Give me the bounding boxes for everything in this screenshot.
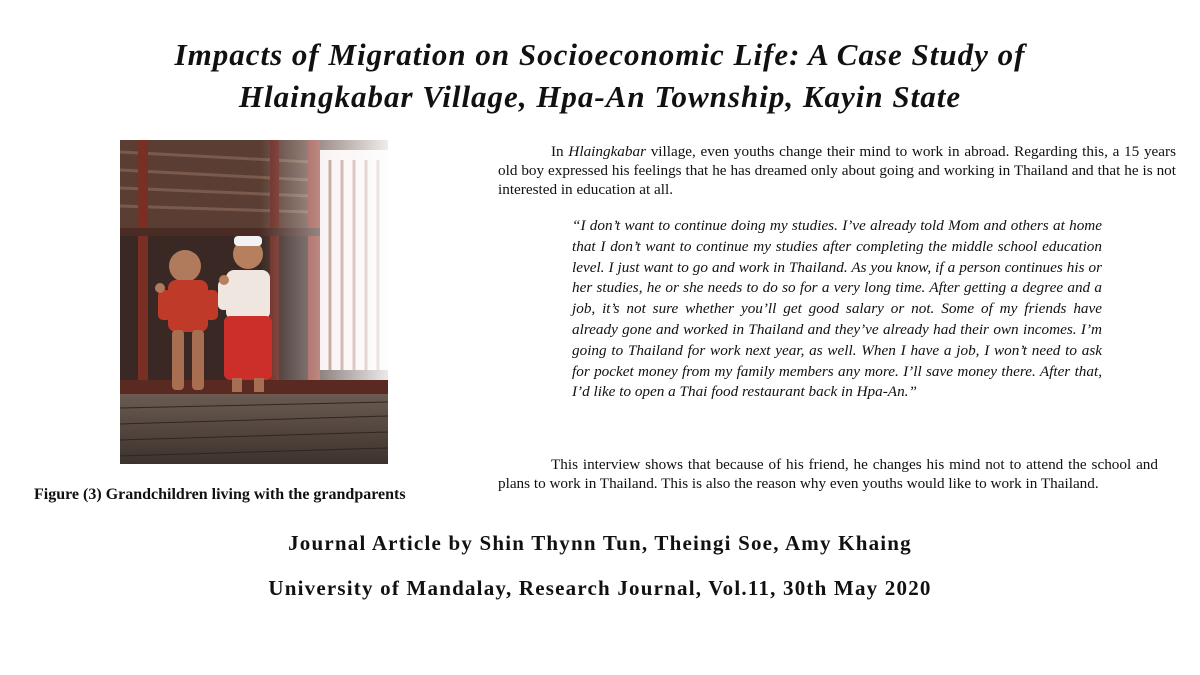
authors-line: Journal Article by Shin Thynn Tun, Theingi Soe, Amy Khaing (288, 531, 912, 555)
paragraph-intro (498, 142, 1176, 199)
paragraph-intro-rest: village, even youths change their mind to work in abroad. Regarding this, a 15 years old boy expressed his feelings that he has dreamed only about going and working in Thailand and that he is not interested in education at all. (498, 143, 1176, 198)
source-line: University of Mandalay, Research Journal, Vol.11, 30th May 2020 (268, 576, 932, 600)
title-line-2: Hlaingkabar Village, Hpa-An Township, Kayin State (238, 79, 962, 114)
children-photo-illustration (120, 140, 388, 464)
paragraph-intro-lead: In (551, 143, 569, 160)
village-name: Hlaingkabar (568, 143, 646, 160)
article-title (40, 34, 1160, 118)
figure-caption: Figure (3) Grandchildren living with the grandparents (34, 486, 406, 503)
paragraph-conclusion: This interview shows that because of his friend, he changes his mind not to attend the school and plans to work in Thailand. This is also the reason why even youths would like to work in Thailand. (498, 456, 1158, 492)
figure-photo (120, 140, 388, 464)
interview-quote: “I don’t want to continue doing my studies. I’ve already told Mom and others at home that I don’t want to continue my studies after completing the middle school education level. I just want to go and work in Thailand. As you know, if a person continues his or her studies, he or she needs to do so for a very long time. After getting a degree and a job, it’s not sure whether you’ll get good salary or not. Some of my friends have already gone and worked in Thailand and they’ve already had their own incomes. I’m going to Thailand for work next year, as well. When I have a job, I won’t need to ask for pocket money from my family members any more. I’ll save money there. After that, I’d like to open a Thai food restaurant back in Hpa-An.” (572, 217, 1102, 401)
title-line-1: Impacts of Migration on Socioeconomic Life: A Case Study of (174, 37, 1026, 72)
